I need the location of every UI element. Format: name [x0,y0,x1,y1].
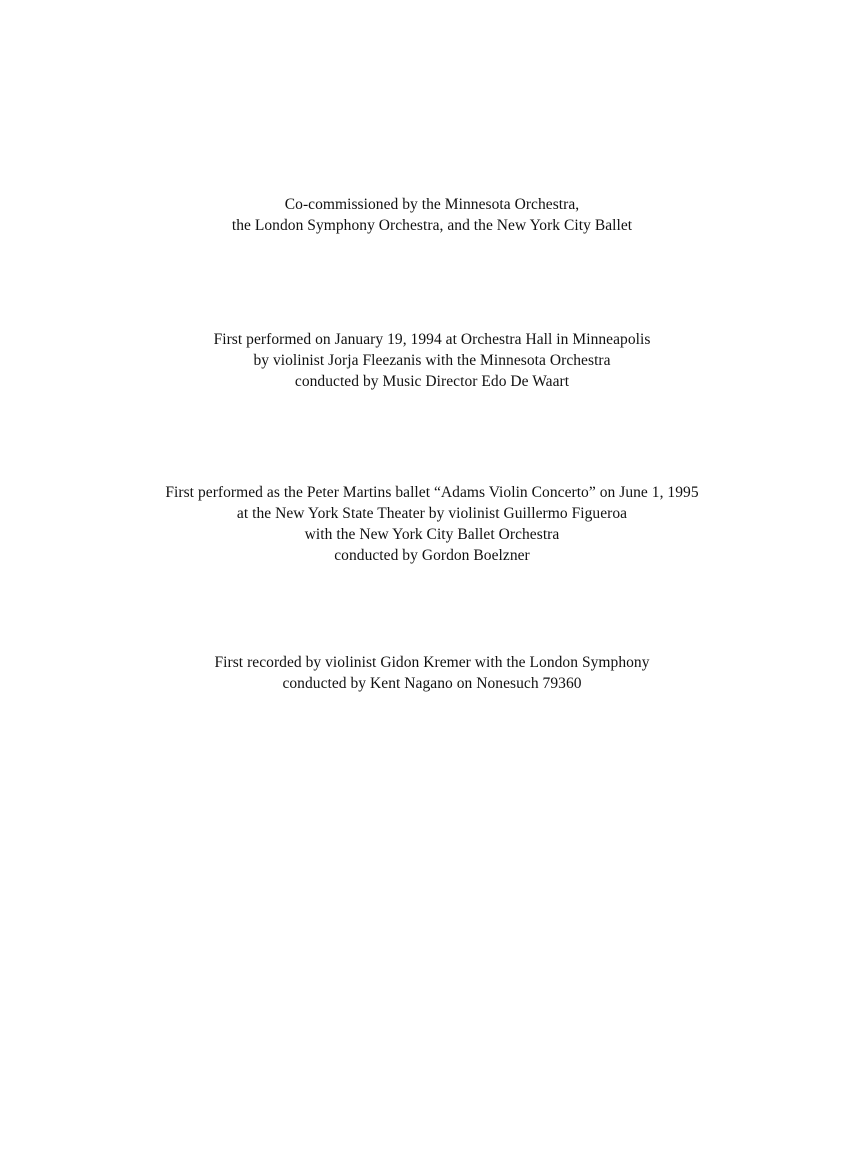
premiere-line-2: by violinist Jorja Fleezanis with the Minnesota Orchestra [253,352,611,369]
ballet-line-3: with the New York City Ballet Orchestra [304,526,560,543]
premiere-credit [0,329,864,392]
recording-line-2: conducted by Kent Nagano on Nonesuch 79360 [282,675,582,692]
premiere-line-1: First performed on January 19, 1994 at Orchestra Hall in Minneapolis [213,331,651,348]
ballet-premiere-credit [0,482,864,566]
commission-line-2: the London Symphony Orchestra, and the New York City Ballet [231,217,633,234]
commission-line-1: Co-commissioned by the Minnesota Orchestra, [284,196,580,213]
recording-credit [0,652,864,694]
ballet-line-2: at the New York State Theater by violinist Guillermo Figueroa [236,505,628,522]
ballet-line-1: First performed as the Peter Martins ballet “Adams Violin Concerto” on June 1, 1995 [165,484,699,501]
recording-line-1: First recorded by violinist Gidon Kremer with the London Symphony [214,654,650,671]
ballet-line-4: conducted by Gordon Boelzner [334,547,530,564]
premiere-line-3: conducted by Music Director Edo De Waart [294,373,570,390]
commission-credit [0,194,864,236]
